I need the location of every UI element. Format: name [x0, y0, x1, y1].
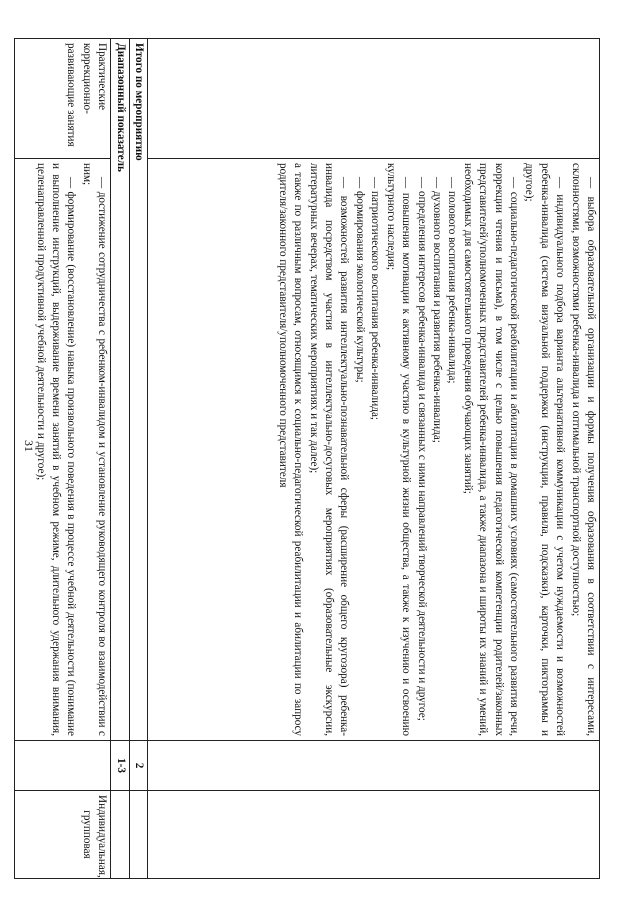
range-label: Диапазонный показатель	[111, 39, 129, 741]
list-item: — индивидуального подбора варианта альтернативной коммуникации с учетом нуждаемости и возможностей ребенка-инвалида (система визуальной поддержки (инструкции, правила, подсказки), карточки, пиктограммы и другое);	[523, 163, 567, 736]
total-empty-cell	[129, 791, 147, 879]
list-item: — формирования экологической культуры;	[353, 177, 366, 383]
list-item: а также по различным вопросам, относящимся к социально-педагогической реабилитации и абилитации по запросу родителя/законного представителя/уполномоченного представителя	[276, 163, 305, 736]
total-value: 2	[129, 741, 147, 791]
list-item: — повышения мотивации к активному участию в культурной жизни общества, а также к изучению и освоению культурного наследия;	[384, 163, 413, 736]
list-item: — формирование (восстановление) навыка произвольного поведения в процессе учебной деятельности (понимание и выполнение инструкций, выдерживание времени занятий в учебном режиме, длительного удержания внимания, целенаправленной продуктивной учебной деятельности и другое);	[34, 163, 78, 736]
table-row	[15, 39, 111, 879]
list-item: — полового воспитания ребенка-инвалида;	[446, 177, 459, 384]
form-value: Индивидуальная, групповая	[15, 791, 111, 879]
table-row	[148, 39, 600, 879]
list-item: — определения интересов ребенка-инвалида и связанных с ними направлений творческой деятельности и другое;	[415, 177, 428, 721]
range-value: 1-3	[111, 741, 129, 791]
page-number: 31	[22, 440, 36, 452]
activity-content-cell	[148, 159, 600, 741]
activity-cell	[148, 39, 600, 159]
activity-content-cell	[15, 159, 111, 741]
list-item: — возможностей развития интеллектуально-познавательной сферы (расширение общего кругозора) ребенка-инвалида посредством участия в интеллектуально-досуговых мероприятиях (образовательные экскурсии, литературных вечерах, тематических мероприятиях и так далее);	[307, 163, 351, 736]
activity-name: Практические коррекционно-развивающие занятия	[15, 39, 111, 159]
range-empty-cell	[111, 791, 129, 879]
list-item: — духовного воспитания и развития ребенка-инвалида;	[430, 177, 443, 443]
form-cell	[148, 791, 600, 879]
total-label: Итого по мероприятию	[129, 39, 147, 741]
total-row	[129, 39, 147, 879]
list-item: — патриотического воспитания ребенка-инвалида;	[369, 177, 382, 421]
rehabilitation-activities-table	[14, 38, 600, 879]
range-row	[111, 39, 129, 879]
list-item: — выбора образовательной организации и формы получения образования в соответствии с интересами, склонностями, возможностями ребенка-инвалида и оптимальной транспортной доступностью;	[569, 163, 597, 736]
list-item: — социально-педагогической реабилитации и абилитации в домашних условиях (самостоятельного развития речи, коррекции чтения и письма), в том числе с целью повышения педагогической компетенции родителей/законных представителей/уполномоченных представителей ребенка-инвалида, а также диапазона и широты их знаний и умений, необходимых для самостоятельного проведения обучающих занятий;	[461, 163, 520, 736]
count-cell	[15, 741, 111, 791]
list-item: — достижение сотрудничества с ребенком-инвалидом и установление руководящего контроля во взаимодействии с ним;	[80, 163, 109, 736]
count-cell	[148, 741, 600, 791]
rotated-page-content	[34, 38, 600, 878]
